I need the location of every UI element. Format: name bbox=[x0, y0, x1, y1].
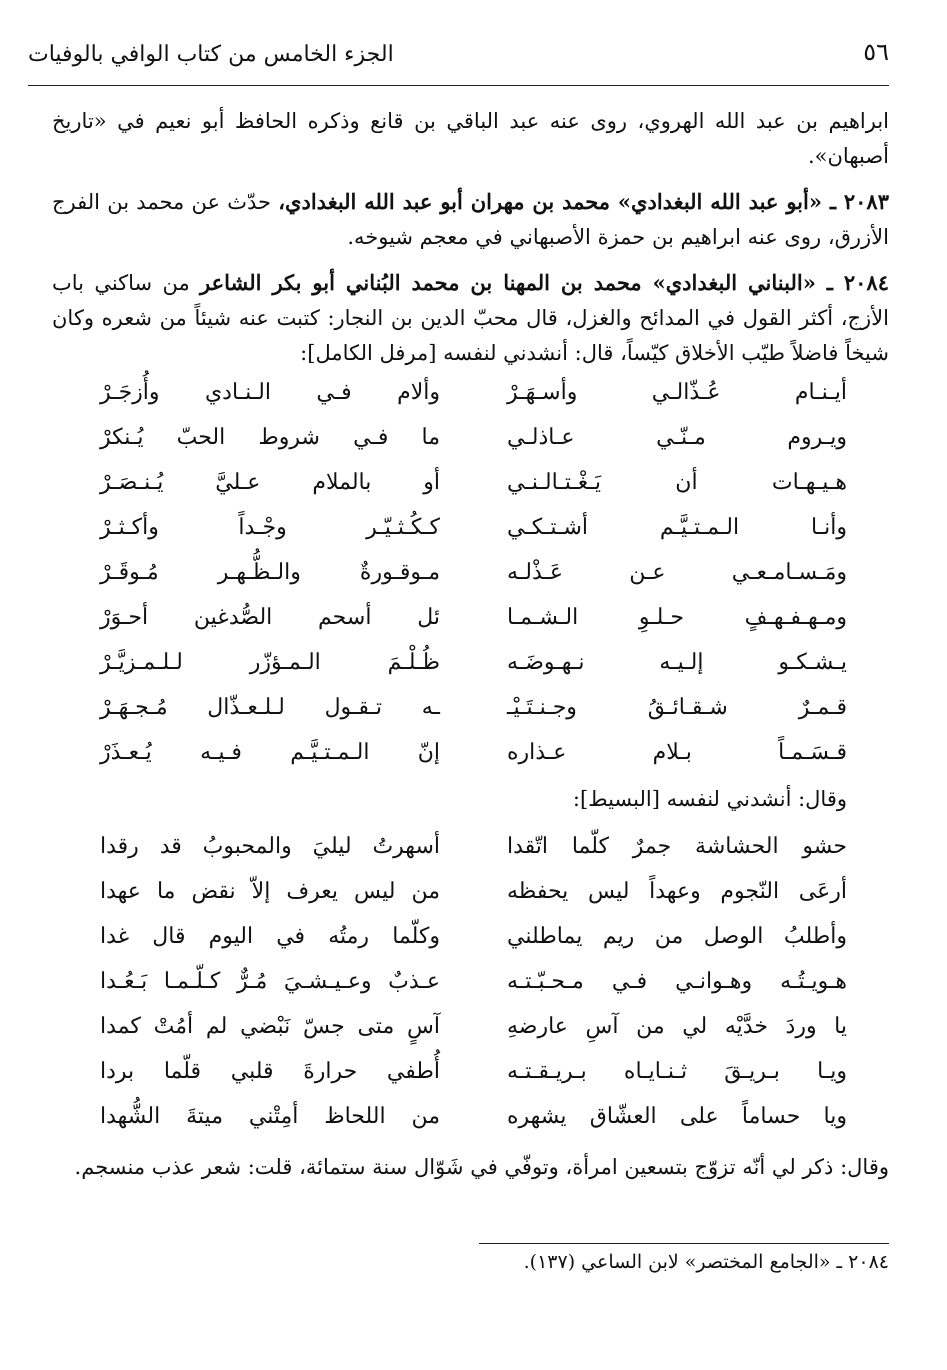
poem-basit bbox=[100, 834, 847, 1149]
verse-second-hemistich: أو بالملام عـليَّ يُـنـصَـرْ bbox=[100, 470, 440, 495]
verse-first-hemistich: ويـروم مـنّـي عـاذلـي bbox=[507, 425, 847, 450]
verse-row bbox=[100, 425, 847, 470]
verse-row bbox=[100, 470, 847, 515]
verse-first-hemistich: ومـهـفـهـفٍ حـلـوِ الـشـمـا bbox=[507, 605, 847, 630]
verse-first-hemistich: أرعَى النّجوم وعهداً ليس يحفظه bbox=[507, 879, 847, 904]
previous-entry-text: ابراهيم بن عبد الله الهروي، روى عنه عبد الباقي بن قانع وذكره الحافظ أبو نعيم في «تاريخ أصبهان». bbox=[52, 109, 889, 168]
verse-row bbox=[100, 695, 847, 740]
verse-first-hemistich: ويـا بـريـقَ ثـنـايـاه بـريـقـتـه bbox=[507, 1059, 847, 1084]
verse-first-hemistich: يا وردَ خدَّيْه لي من آسِ عارضهِ bbox=[507, 1014, 847, 1039]
closing-paragraph bbox=[52, 1150, 889, 1185]
verse-second-hemistich: مـوقـورةٌ والـظُّـهـر مُـوقَـرْ bbox=[100, 560, 440, 585]
verse-first-hemistich: حشو الحشاشة جمرٌ كلّما اتّقدا bbox=[507, 834, 847, 859]
entry-2084-text: من ساكني باب الأزج، أكثر القول في المدائح والغزل، قال محبّ الدين بن النجار: كتبت عنه شيئاً من شعره وكان شيخاً فاضلاً طيّب الأخلاق كيّساً، قال: أنشدني لنفسه [مرفل الكامل]: bbox=[52, 271, 889, 365]
footnote: ٢٠٨٤ ـ «الجامع المختصر» لابن الساعي (١٣٧). bbox=[523, 1251, 889, 1273]
verse-second-hemistich: آسٍ متى جسّ نَبْضي لم أمُتْ كمدا bbox=[100, 1014, 440, 1039]
verse-second-hemistich: ـه تـقـول لـلـعـذّال مُـجـهَـرْ bbox=[100, 695, 440, 720]
verse-row bbox=[100, 650, 847, 695]
verse-second-hemistich: من اللحاظ أمِتْني ميتةَ الشُّهدا bbox=[100, 1104, 440, 1129]
verse-row bbox=[100, 605, 847, 650]
verse-first-hemistich: يـشـكـو إلـيـه نـهـوضَـه bbox=[507, 650, 847, 675]
verse-first-hemistich: هـيـهـات أن يَـغْـتـالـنـي bbox=[507, 470, 847, 495]
verse-second-hemistich: ظُـلْـمَ الـمـؤزّر لـلـمـزيَّـرْ bbox=[100, 650, 440, 675]
poem-kamil bbox=[100, 380, 847, 785]
verse-first-hemistich: هـويـتُـه وهـوانـي فـي مـحـبّـتـه bbox=[507, 969, 847, 994]
verse-second-hemistich: عـذبٌ وعـيـشـيَ مُـرٌّ كـلّـمـا بَـعُـدا bbox=[100, 969, 440, 994]
verse-first-hemistich: أيـنـام عُـذّالـي وأسـهَـرْ bbox=[507, 380, 847, 405]
verse-second-hemistich: وألام فـي الـنـادي وأُزجَـرْ bbox=[100, 380, 440, 405]
verse-second-hemistich: من ليس يعرف إلاّ نقض ما عهدا bbox=[100, 879, 440, 904]
verse-row bbox=[100, 515, 847, 560]
verse-first-hemistich: ومَـسـامـعـي عـن عَـذْلـه bbox=[507, 560, 847, 585]
verse-row bbox=[100, 1059, 847, 1104]
verse-second-hemistich: كـكُـثـيّـر وجْـداً وأكـثـرْ bbox=[100, 515, 440, 540]
verse-second-hemistich: أُطفي حرارةَ قلبي قلّما بردا bbox=[100, 1059, 440, 1084]
entry-2083 bbox=[52, 184, 889, 255]
verse-row bbox=[100, 1104, 847, 1149]
running-title: الجزء الخامس من كتاب الوافي بالوفيات bbox=[28, 42, 394, 67]
page-header bbox=[28, 36, 889, 76]
page-number: ٥٦ bbox=[863, 38, 889, 66]
verse-first-hemistich: وأنـا الـمـتـيَّـم أشـتـكـي bbox=[507, 515, 847, 540]
entry-2084 bbox=[52, 265, 889, 371]
verse-first-hemistich: ويا حساماً على العشّاق يشهره bbox=[507, 1104, 847, 1129]
verse-second-hemistich: إنّ الـمـتـيَّـم فـيـه يُـعـذَرْ bbox=[100, 740, 440, 765]
verse-second-hemistich: ما فـي شروط الحبّ يُـنكرْ bbox=[100, 425, 440, 450]
entry-2083-text: حدّث عن محمد بن الفرج الأزرق، روى عنه ابراهيم بن حمزة الأصبهاني في معجم شيوخه. bbox=[52, 190, 889, 249]
verse-first-hemistich: قـمـرٌ شـقـائـقُ وجـنـتَـيْـ bbox=[507, 695, 847, 720]
entry-2083-heading: ٢٠٨٣ ـ «أبو عبد الله البغدادي» محمد بن مهران أبو عبد الله البغدادي، bbox=[278, 189, 889, 214]
verse-row bbox=[100, 740, 847, 785]
verse-row bbox=[100, 969, 847, 1014]
footnote-rule bbox=[479, 1243, 889, 1244]
closing-text: وقال: ذكر لي أنّه تزوّج بتسعين امرأة، وتوفّي في شَوّال سنة ستمائة، قلت: شعر عذب منسجم. bbox=[74, 1155, 889, 1179]
verse-row bbox=[100, 1014, 847, 1059]
previous-entry-tail bbox=[52, 104, 889, 174]
poem-basit-intro: وقال: أنشدني لنفسه [البسيط]: bbox=[572, 787, 847, 811]
header-rule bbox=[28, 85, 889, 86]
verse-row bbox=[100, 380, 847, 425]
verse-row bbox=[100, 834, 847, 879]
verse-row bbox=[100, 879, 847, 924]
verse-first-hemistich: وأطلبُ الوصل من ريم يماطلني bbox=[507, 924, 847, 949]
verse-second-hemistich: أسهرتُ ليليَ والمحبوبُ قد رقدا bbox=[100, 834, 440, 859]
verse-row bbox=[100, 560, 847, 605]
verse-second-hemistich: ئل أسحم الصُّدغين أحـوَرْ bbox=[100, 605, 440, 630]
entry-2084-heading: ٢٠٨٤ ـ «البناني البغدادي» محمد بن المهنا بن محمد البُناني أبو بكر الشاعر bbox=[200, 270, 889, 295]
verse-row bbox=[100, 924, 847, 969]
verse-first-hemistich: قـسَـمـاً بـلام عـذاره bbox=[507, 740, 847, 765]
verse-second-hemistich: وكلّما رمتُه في اليوم قال غدا bbox=[100, 924, 440, 949]
